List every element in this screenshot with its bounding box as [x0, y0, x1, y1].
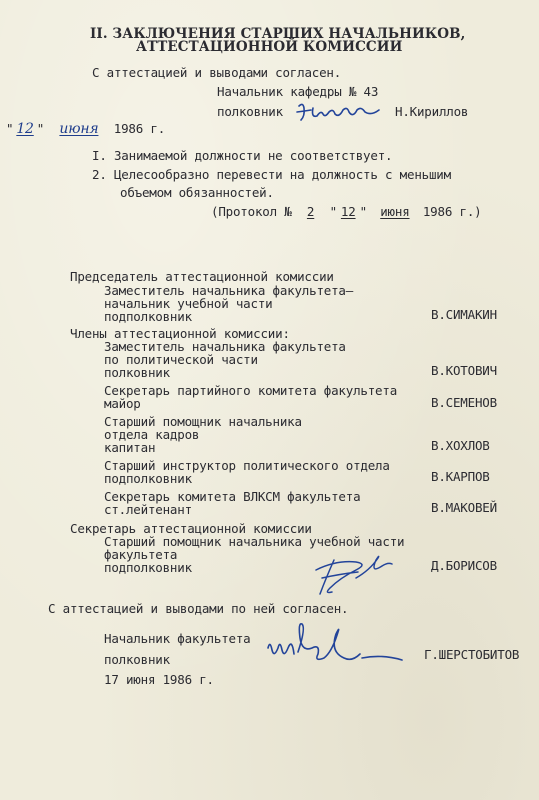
- member-4-name: В.КАРПОВ: [431, 469, 490, 484]
- member-1-position-line2: по политической части: [104, 352, 258, 367]
- date1-quote-close: ": [36, 121, 45, 136]
- member-4-rank: подполковник: [104, 471, 192, 486]
- chair-heading: Председатель аттестационной комиссии: [70, 269, 334, 284]
- member-3-position-line1: Старший помощник начальника: [104, 414, 302, 429]
- faculty-head-signature: [262, 618, 412, 676]
- member-1-rank: полковник: [104, 365, 170, 380]
- date1-day: 12: [16, 121, 34, 137]
- chief-name: Н.Кириллов: [395, 104, 469, 119]
- date1-year: 1986 г.: [113, 121, 166, 136]
- secretary-rank: подполковник: [104, 560, 192, 575]
- faculty-head-rank: полковник: [104, 652, 170, 667]
- member-1-name: В.КОТОВИЧ: [431, 363, 497, 378]
- protocol-year: 1986 г.): [422, 204, 482, 219]
- member-1-position-line1: Заместитель начальника факультета: [104, 339, 346, 354]
- secretary-position-line2: факультета: [104, 547, 178, 562]
- secretary-name: Д.БОРИСОВ: [431, 558, 497, 573]
- member-2-rank: майор: [104, 396, 141, 411]
- faculty-head-name: Г.ШЕРСТОБИТОВ: [424, 647, 520, 662]
- member-4-position: Старший инструктор политического отдела: [104, 458, 390, 473]
- protocol-month: июня: [380, 204, 410, 219]
- member-2-name: В.СЕМЕНОВ: [431, 395, 497, 410]
- chief-signature: [295, 100, 385, 124]
- conclusion-item-2-line2: объемом обязанностей.: [120, 185, 274, 200]
- member-3-position-line2: отдела кадров: [104, 427, 200, 442]
- chair-position-line1: Заместитель начальника факультета–: [104, 283, 354, 298]
- faculty-head-title: Начальник факультета: [104, 631, 251, 646]
- chair-name: В.СИМАКИН: [431, 307, 497, 322]
- faculty-agree-text: С аттестацией и выводами по ней согласен.: [48, 601, 349, 616]
- secretary-heading: Секретарь аттестационной комиссии: [70, 521, 312, 536]
- protocol-quote-close: ": [359, 204, 367, 219]
- member-5-rank: ст.лейтенант: [104, 502, 192, 517]
- member-3-rank: капитан: [104, 440, 156, 455]
- member-5-position: Секретарь комитета ВЛКСМ факультета: [104, 489, 361, 504]
- chief-title: Начальник кафедры № 43: [217, 84, 379, 99]
- section-title-line2: АТТЕСТАЦИОННОЙ КОМИССИИ: [136, 39, 403, 55]
- member-3-name: В.ХОХЛОВ: [431, 438, 490, 453]
- date1-quote-open: ": [6, 121, 14, 136]
- chair-rank: подполковник: [104, 309, 192, 324]
- protocol-quote-open: ": [329, 204, 337, 219]
- chief-rank: полковник: [217, 104, 283, 119]
- protocol-number: 2: [306, 204, 315, 219]
- member-5-name: В.МАКОВЕЙ: [431, 500, 497, 515]
- date-line-1: [6, 122, 165, 136]
- protocol-prefix: (Протокол №: [211, 204, 292, 219]
- conclusion-item-2-line1: 2. Целесообразно перевести на должность с меньшим: [92, 167, 451, 182]
- faculty-approval-date: 17 июня 1986 г.: [104, 672, 214, 687]
- protocol-line: [211, 205, 481, 219]
- section-title-line1: II. ЗАКЛЮЧЕНИЯ СТАРШИХ НАЧАЛЬНИКОВ,: [90, 26, 466, 42]
- chair-position-line2: начальник учебной части: [104, 296, 273, 311]
- conclusion-item-1: I. Занимаемой должности не соответствует.: [92, 148, 393, 163]
- protocol-day: 12: [340, 204, 356, 219]
- member-2-position: Секретарь партийного комитета факультета: [104, 383, 398, 398]
- date1-month: июня: [59, 121, 99, 137]
- secretary-signature: [296, 548, 396, 600]
- chief-agree-text: С аттестацией и выводами согласен.: [92, 65, 342, 80]
- members-heading: Члены аттестационной комиссии:: [70, 326, 290, 341]
- secretary-position-line1: Старший помощник начальника учебной части: [104, 534, 405, 549]
